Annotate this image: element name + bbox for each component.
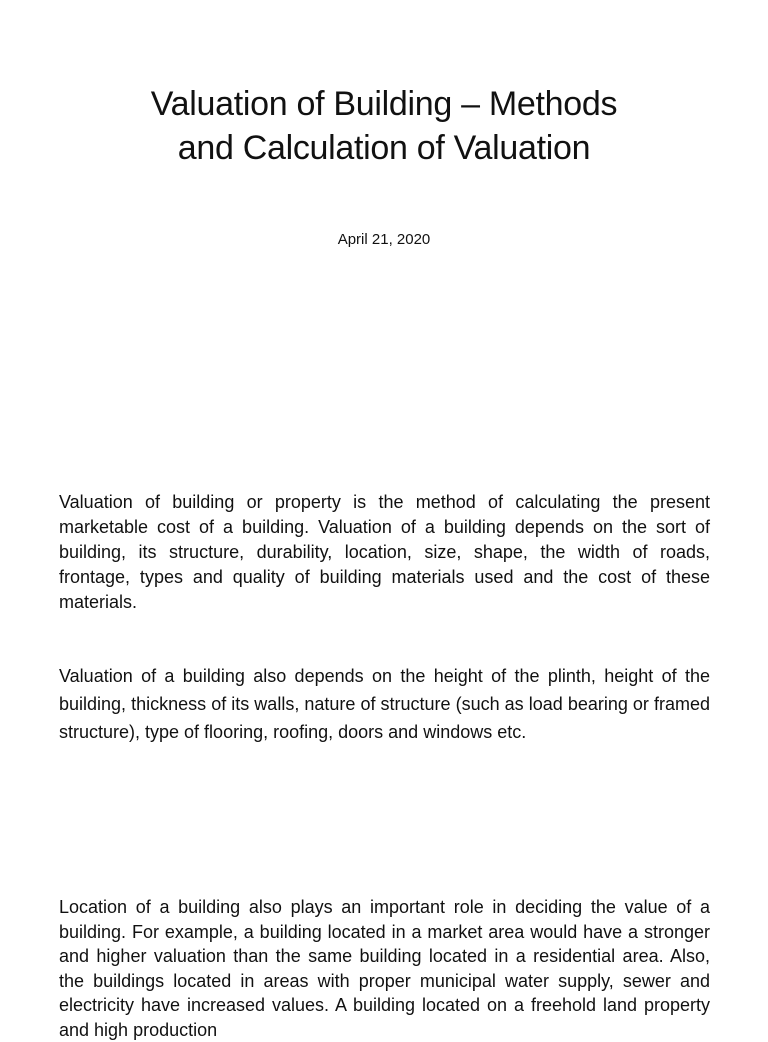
title-line-2: and Calculation of Valuation (177, 129, 591, 167)
publish-date: April 21, 2020 (337, 231, 431, 248)
paragraph-1: Valuation of building or property is the method of calculating the present marketable cost of a building. Valuation of a building depends on the sort of building, its structure, durability, location, size, shape, the width of roads, frontage, types and quality of building materials used and the cost of these materials. (59, 492, 710, 612)
paragraph-2: Valuation of a building also depends on the height of the plinth, height of the building, thickness of its walls, nature of structure (such as load bearing or framed structure), type of flooring, roofing, doors and windows etc. (59, 666, 710, 742)
title-line-1: Valuation of Building – Methods (150, 85, 618, 123)
paragraph-3: Location of a building also plays an important role in deciding the value of a building. For example, a building located in a market area would have a stronger and higher valuation than the same building located in a residential area. Also, the buildings located in areas with proper municipal water supply, sewer and electricity have increased values. A building located on a freehold land property and high production (59, 897, 710, 1040)
page-title (40, 82, 728, 170)
